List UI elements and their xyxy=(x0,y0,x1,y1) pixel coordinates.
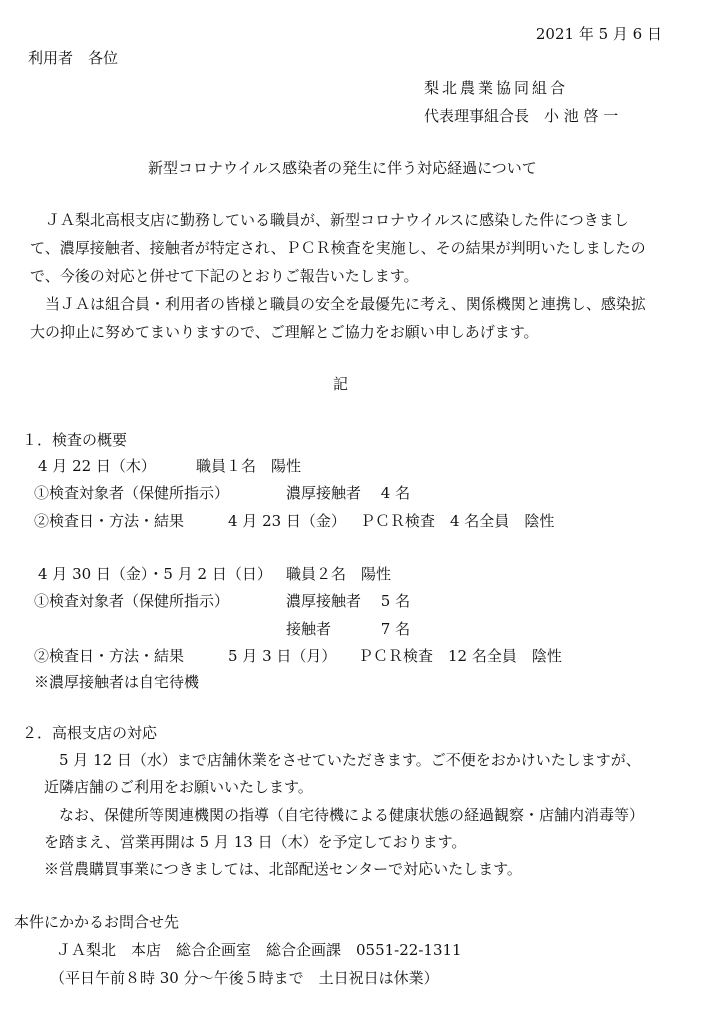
case2-date: 4 月 30 日（金）・5 月 2 日（日） xyxy=(38,565,272,583)
response-line: 近隣店舗のご利用をお願いいたします。 xyxy=(44,778,313,796)
case1-target-label: ①検査対象者（保健所指示） xyxy=(34,484,230,502)
case1-test-label: ②検査日・方法・結果 xyxy=(34,512,185,530)
case2-test-label: ②検査日・方法・結果 xyxy=(34,647,185,665)
contact-heading: 本件にかかるお問合せ先 xyxy=(14,913,180,931)
section-heading: ２．高根支店の対応 xyxy=(22,724,158,742)
response-line: ※営農購買事業につきましては、北部配送センターで対応いたします。 xyxy=(44,860,522,878)
case2-target-value-close: 濃厚接触者 5 名 xyxy=(286,592,411,610)
case1-test-date: 4 月 23 日（金） xyxy=(228,512,346,530)
section-heading: １．検査の概要 xyxy=(22,431,128,449)
case1-target-value: 濃厚接触者 4 名 xyxy=(286,484,411,502)
document-title: 新型コロナウイルス感染者の発生に伴う対応経過について xyxy=(148,159,537,177)
representative: 代表理事組合長 小 池 啓 一 xyxy=(424,107,619,125)
response-line: なお、保健所等関連機関の指導（自宅待機による健康状態の経過観察・店舗内消毒等） xyxy=(44,806,645,824)
case1-staff: 職員１名 陽性 xyxy=(196,457,302,475)
letter-date: 2021 年 5 月 6 日 xyxy=(535,25,662,43)
case2-staff: 職員２名 陽性 xyxy=(286,565,392,583)
organization-name: 梨北農業協同組合 xyxy=(424,79,569,97)
addressee: 利用者 各位 xyxy=(28,49,119,67)
intro-line: て、濃厚接触者、接触者が特定され、ＰＣＲ検査を実施し、その結果が判明いたしましたの xyxy=(30,239,646,257)
intro-line: 大の抑止に努めてまいりますので、ご理解とご協力をお願い申しあげます。 xyxy=(30,323,539,341)
case1-test-result: ＰＣＲ検査 4 名全員 陰性 xyxy=(360,512,555,530)
case2-target-label: ①検査対象者（保健所指示） xyxy=(34,592,230,610)
case2-test-result: ＰＣＲ検査 12 名全員 陰性 xyxy=(358,647,562,665)
case2-test-date: 5 月 3 日（月） xyxy=(228,647,337,665)
case2-target-value-contact: 接触者 7 名 xyxy=(286,620,411,638)
response-line: 5 月 12 日（水）まで店舗休業をさせていただきます。ご不便をおかけいたしますが、 xyxy=(44,751,641,769)
intro-line: ＪＡ梨北高根支店に勤務している職員が、新型コロナウイルスに感染した件につきまし xyxy=(30,211,629,229)
case1-date: 4 月 22 日（木） xyxy=(38,457,156,475)
contact-line: ＪＡ梨北 本店 総合企画室 総合企画課 0551-22-1311 xyxy=(56,941,462,959)
contact-hours: （平日午前８時 30 分〜午後５時まで 土日祝日は休業） xyxy=(50,969,439,987)
response-line: を踏まえ、営業再開は 5 月 13 日（木）を予定しております。 xyxy=(44,833,467,851)
case2-note: ※濃厚接触者は自宅待機 xyxy=(34,673,200,691)
intro-line: 当ＪＡは組合員・利用者の皆様と職員の安全を最優先に考え、関係機関と連携し、感染拡 xyxy=(30,295,646,313)
intro-line: で、今後の対応と併せて下記のとおりご報告いたします。 xyxy=(30,267,419,285)
ki-heading: 記 xyxy=(333,375,349,393)
